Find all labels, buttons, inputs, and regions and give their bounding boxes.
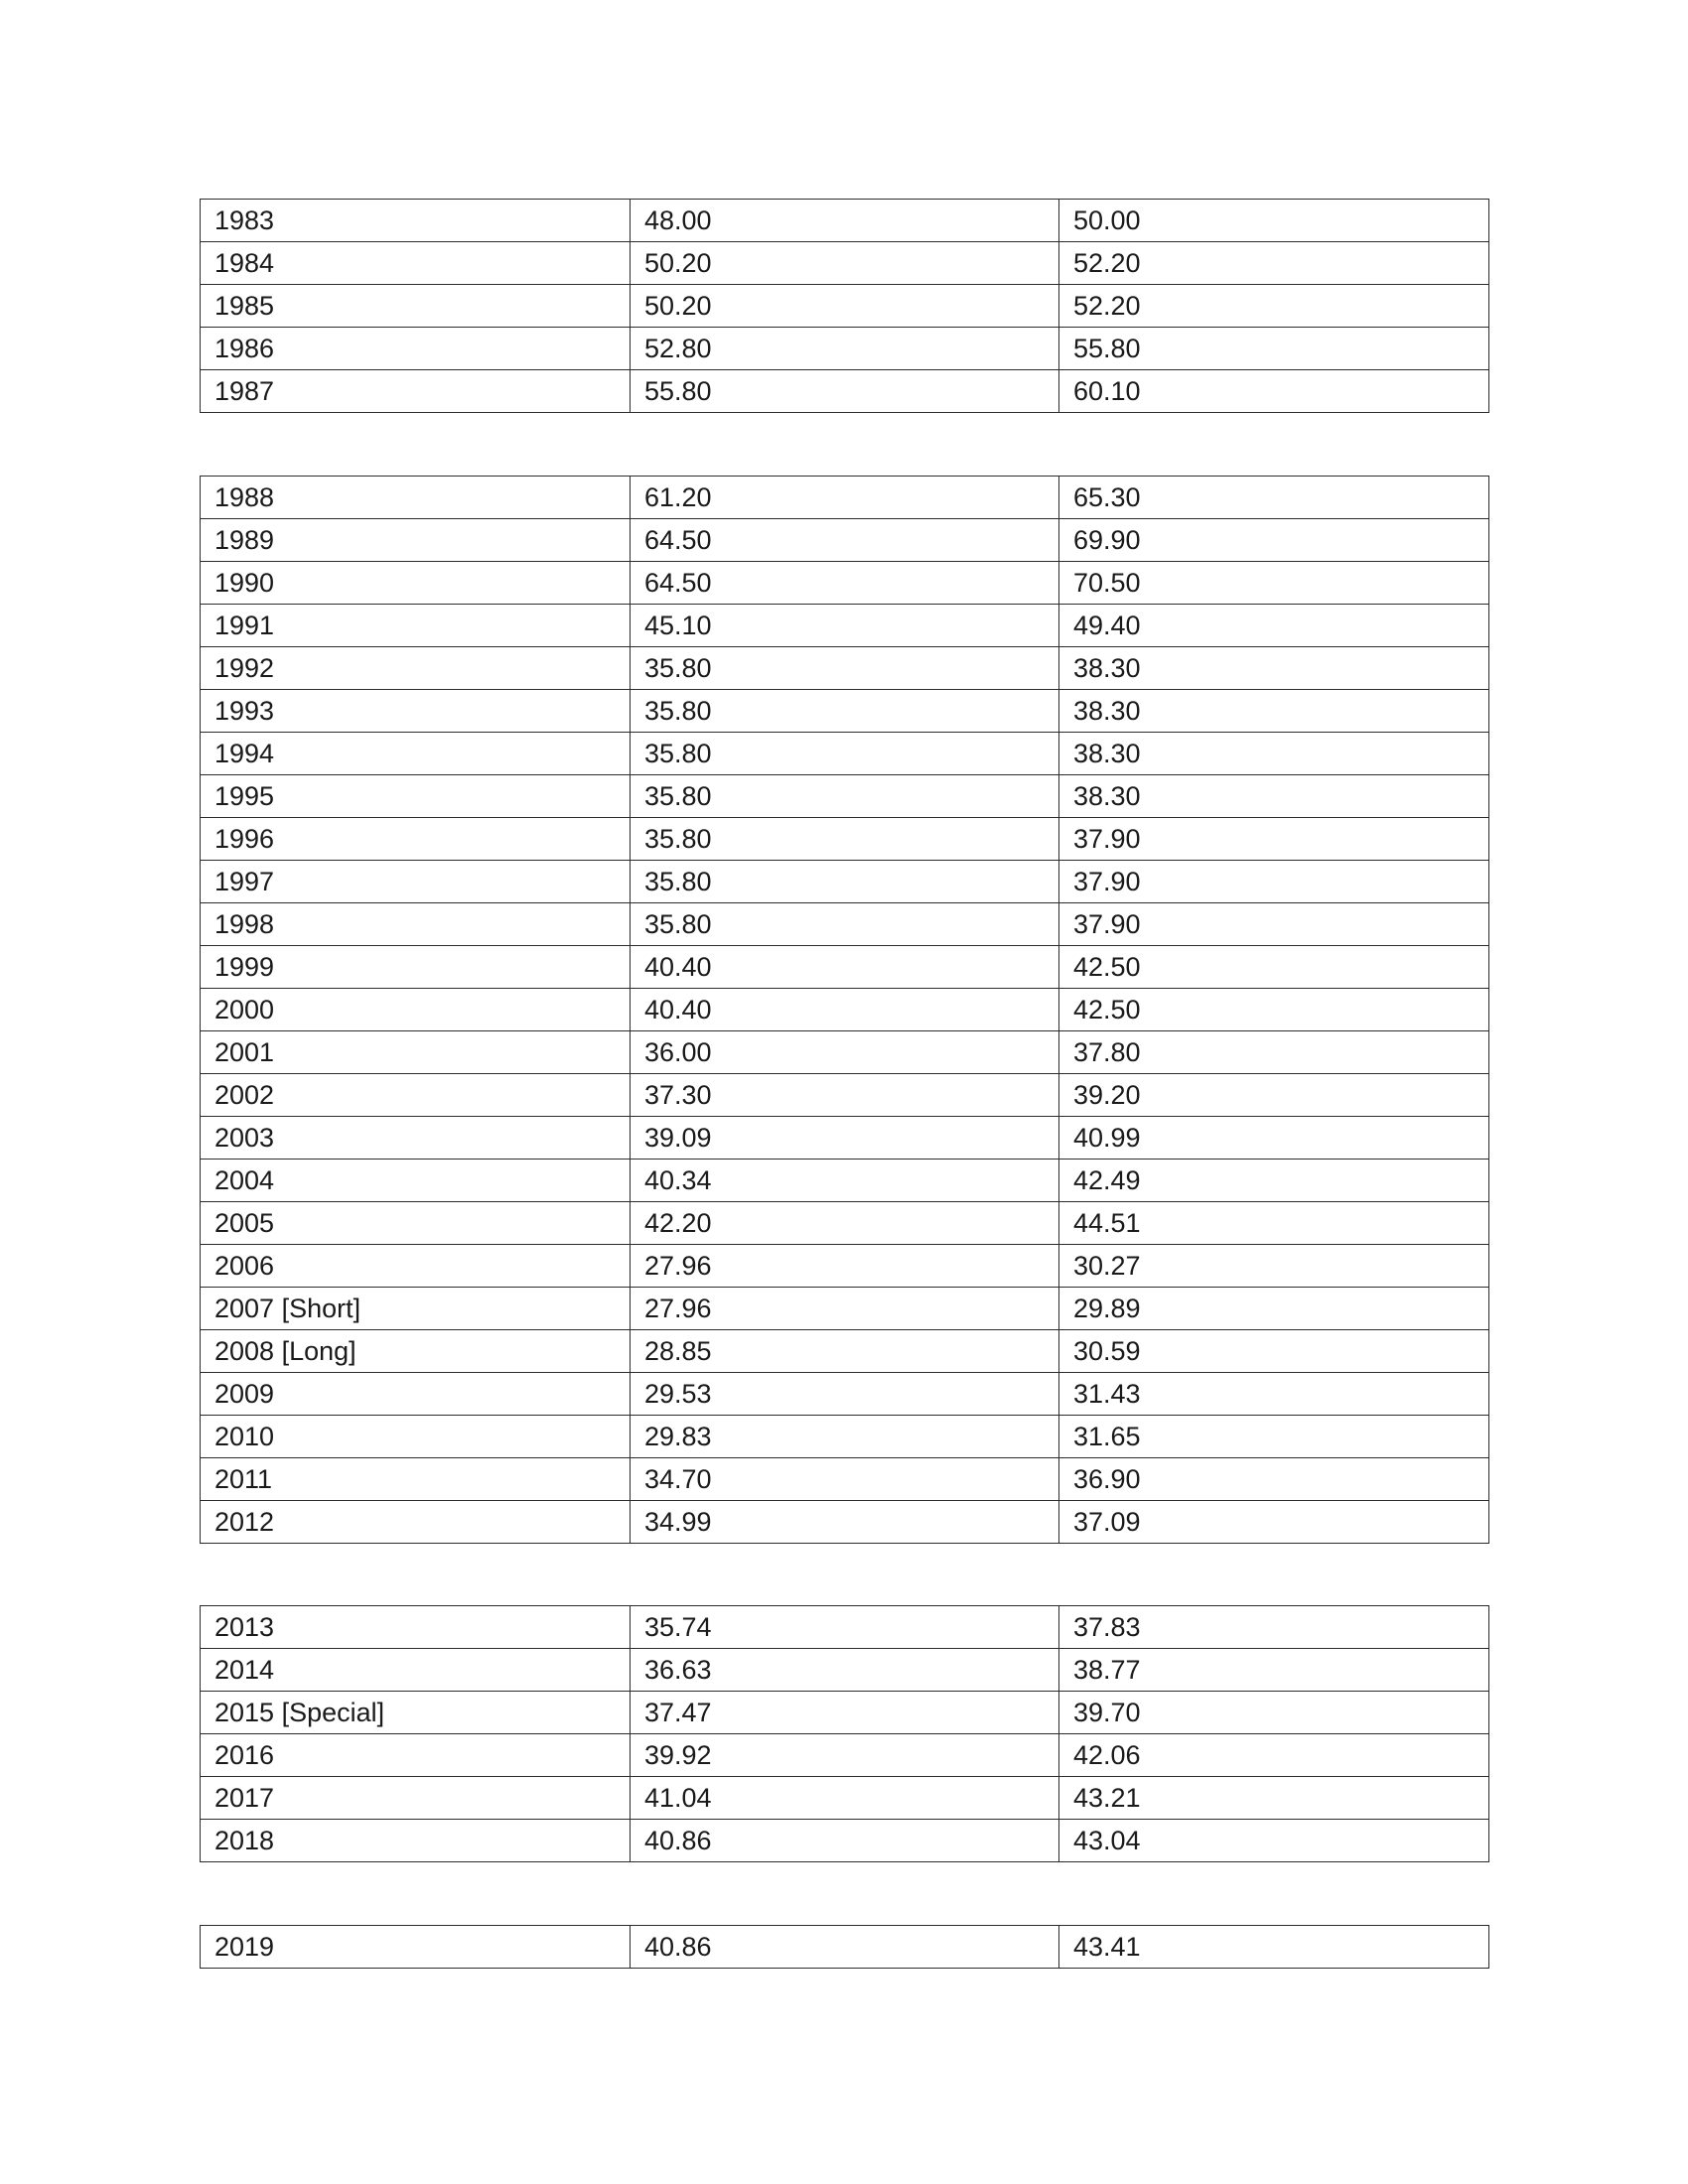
- year-cell: 2008 [Long]: [201, 1330, 631, 1373]
- table-row: [201, 946, 1489, 989]
- value-cell-2: 37.90: [1059, 903, 1489, 946]
- table-row: [201, 328, 1489, 370]
- year-cell: 1983: [201, 200, 631, 242]
- value-cell-1: 50.20: [631, 242, 1059, 285]
- year-cell: 2013: [201, 1606, 631, 1649]
- value-cell-2: 65.30: [1059, 477, 1489, 519]
- value-cell-2: 31.43: [1059, 1373, 1489, 1416]
- value-cell-2: 37.80: [1059, 1031, 1489, 1074]
- value-cell-2: 37.83: [1059, 1606, 1489, 1649]
- table-row: [201, 647, 1489, 690]
- value-cell-2: 52.20: [1059, 285, 1489, 328]
- table-row: [201, 733, 1489, 775]
- value-cell-2: 38.30: [1059, 690, 1489, 733]
- year-cell: 2005: [201, 1202, 631, 1245]
- value-cell-2: 43.04: [1059, 1820, 1489, 1862]
- value-cell-1: 35.80: [631, 903, 1059, 946]
- value-cell-1: 55.80: [631, 370, 1059, 413]
- year-cell: 1987: [201, 370, 631, 413]
- value-cell-1: 36.00: [631, 1031, 1059, 1074]
- value-cell-2: 29.89: [1059, 1288, 1489, 1330]
- table-row: [201, 1160, 1489, 1202]
- year-cell: 2009: [201, 1373, 631, 1416]
- year-cell: 1988: [201, 477, 631, 519]
- year-cell: 1995: [201, 775, 631, 818]
- year-cell: 1998: [201, 903, 631, 946]
- table-row: [201, 1416, 1489, 1458]
- year-cell: 1996: [201, 818, 631, 861]
- year-cell: 1990: [201, 562, 631, 605]
- table-row: [201, 818, 1489, 861]
- value-cell-2: 49.40: [1059, 605, 1489, 647]
- value-cell-1: 40.40: [631, 989, 1059, 1031]
- value-cell-1: 35.80: [631, 733, 1059, 775]
- year-cell: 1999: [201, 946, 631, 989]
- year-cell: 2003: [201, 1117, 631, 1160]
- value-cell-1: 27.96: [631, 1245, 1059, 1288]
- table-row: [201, 562, 1489, 605]
- table-row: [201, 1734, 1489, 1777]
- value-cell-1: 40.40: [631, 946, 1059, 989]
- value-cell-1: 27.96: [631, 1288, 1059, 1330]
- value-cell-1: 45.10: [631, 605, 1059, 647]
- table-row: [201, 1288, 1489, 1330]
- year-cell: 2004: [201, 1160, 631, 1202]
- value-cell-1: 29.83: [631, 1416, 1059, 1458]
- value-cell-1: 35.74: [631, 1606, 1059, 1649]
- table-row: [201, 285, 1489, 328]
- table-row: [201, 1649, 1489, 1692]
- value-cell-2: 43.41: [1059, 1926, 1489, 1969]
- table-row: [201, 242, 1489, 285]
- year-cell: 1989: [201, 519, 631, 562]
- value-cell-1: 64.50: [631, 519, 1059, 562]
- value-cell-2: 40.99: [1059, 1117, 1489, 1160]
- year-cell: 2019: [201, 1926, 631, 1969]
- value-cell-1: 34.70: [631, 1458, 1059, 1501]
- value-cell-1: 35.80: [631, 647, 1059, 690]
- table-row: [201, 1692, 1489, 1734]
- table-row: [201, 477, 1489, 519]
- table-row: [201, 1245, 1489, 1288]
- table-row: [201, 200, 1489, 242]
- value-cell-2: 38.30: [1059, 733, 1489, 775]
- table-row: [201, 1926, 1489, 1969]
- value-cell-1: 52.80: [631, 328, 1059, 370]
- value-cell-2: 38.77: [1059, 1649, 1489, 1692]
- value-cell-1: 35.80: [631, 690, 1059, 733]
- year-cell: 2016: [201, 1734, 631, 1777]
- value-cell-2: 39.70: [1059, 1692, 1489, 1734]
- table-row: [201, 605, 1489, 647]
- table-row: [201, 1777, 1489, 1820]
- year-cell: 1993: [201, 690, 631, 733]
- value-cell-2: 42.50: [1059, 946, 1489, 989]
- value-cell-1: 39.09: [631, 1117, 1059, 1160]
- value-cell-1: 29.53: [631, 1373, 1059, 1416]
- value-cell-2: 42.06: [1059, 1734, 1489, 1777]
- table-row: [201, 1330, 1489, 1373]
- year-cell: 1986: [201, 328, 631, 370]
- table-row: [201, 1373, 1489, 1416]
- year-cell: 1991: [201, 605, 631, 647]
- table-row: [201, 989, 1489, 1031]
- table-row: [201, 861, 1489, 903]
- value-cell-1: 28.85: [631, 1330, 1059, 1373]
- value-cell-2: 30.59: [1059, 1330, 1489, 1373]
- table-row: [201, 903, 1489, 946]
- value-cell-2: 38.30: [1059, 647, 1489, 690]
- value-cell-2: 31.65: [1059, 1416, 1489, 1458]
- value-cell-2: 43.21: [1059, 1777, 1489, 1820]
- table-row: [201, 519, 1489, 562]
- table-row: [201, 775, 1489, 818]
- year-cell: 2000: [201, 989, 631, 1031]
- table-row: [201, 1458, 1489, 1501]
- table-row: [201, 1501, 1489, 1544]
- value-cell-2: 55.80: [1059, 328, 1489, 370]
- value-cell-1: 40.86: [631, 1926, 1059, 1969]
- value-cell-1: 36.63: [631, 1649, 1059, 1692]
- value-cell-1: 35.80: [631, 775, 1059, 818]
- year-cell: 2017: [201, 1777, 631, 1820]
- year-cell: 2010: [201, 1416, 631, 1458]
- year-cell: 2018: [201, 1820, 631, 1862]
- year-cell: 1992: [201, 647, 631, 690]
- value-cell-1: 41.04: [631, 1777, 1059, 1820]
- value-cell-2: 69.90: [1059, 519, 1489, 562]
- table-row: [201, 1031, 1489, 1074]
- value-cell-1: 37.47: [631, 1692, 1059, 1734]
- year-cell: 1997: [201, 861, 631, 903]
- value-cell-2: 50.00: [1059, 200, 1489, 242]
- value-cell-2: 39.20: [1059, 1074, 1489, 1117]
- value-cell-1: 34.99: [631, 1501, 1059, 1544]
- value-cell-1: 61.20: [631, 477, 1059, 519]
- value-cell-2: 42.50: [1059, 989, 1489, 1031]
- value-cell-2: 37.90: [1059, 861, 1489, 903]
- year-cell: 2006: [201, 1245, 631, 1288]
- year-cell: 2001: [201, 1031, 631, 1074]
- data-table-3: [200, 1605, 1489, 1862]
- year-cell: 1985: [201, 285, 631, 328]
- table-row: [201, 1606, 1489, 1649]
- year-cell: 2002: [201, 1074, 631, 1117]
- value-cell-2: 44.51: [1059, 1202, 1489, 1245]
- value-cell-1: 37.30: [631, 1074, 1059, 1117]
- value-cell-2: 60.10: [1059, 370, 1489, 413]
- data-table-2: [200, 476, 1489, 1544]
- data-table-1: [200, 199, 1489, 413]
- value-cell-1: 40.34: [631, 1160, 1059, 1202]
- value-cell-2: 30.27: [1059, 1245, 1489, 1288]
- data-table-4: [200, 1925, 1489, 1969]
- value-cell-2: 52.20: [1059, 242, 1489, 285]
- value-cell-2: 70.50: [1059, 562, 1489, 605]
- year-cell: 1984: [201, 242, 631, 285]
- value-cell-1: 64.50: [631, 562, 1059, 605]
- value-cell-1: 40.86: [631, 1820, 1059, 1862]
- year-cell: 2014: [201, 1649, 631, 1692]
- value-cell-1: 48.00: [631, 200, 1059, 242]
- value-cell-2: 37.90: [1059, 818, 1489, 861]
- value-cell-1: 35.80: [631, 861, 1059, 903]
- value-cell-1: 50.20: [631, 285, 1059, 328]
- value-cell-2: 36.90: [1059, 1458, 1489, 1501]
- table-row: [201, 370, 1489, 413]
- table-row: [201, 1820, 1489, 1862]
- value-cell-1: 42.20: [631, 1202, 1059, 1245]
- year-cell: 1994: [201, 733, 631, 775]
- year-cell: 2012: [201, 1501, 631, 1544]
- table-row: [201, 1202, 1489, 1245]
- table-row: [201, 1074, 1489, 1117]
- year-cell: 2015 [Special]: [201, 1692, 631, 1734]
- table-row: [201, 690, 1489, 733]
- value-cell-1: 39.92: [631, 1734, 1059, 1777]
- value-cell-1: 35.80: [631, 818, 1059, 861]
- year-cell: 2007 [Short]: [201, 1288, 631, 1330]
- value-cell-2: 37.09: [1059, 1501, 1489, 1544]
- value-cell-2: 38.30: [1059, 775, 1489, 818]
- year-cell: 2011: [201, 1458, 631, 1501]
- value-cell-2: 42.49: [1059, 1160, 1489, 1202]
- table-row: [201, 1117, 1489, 1160]
